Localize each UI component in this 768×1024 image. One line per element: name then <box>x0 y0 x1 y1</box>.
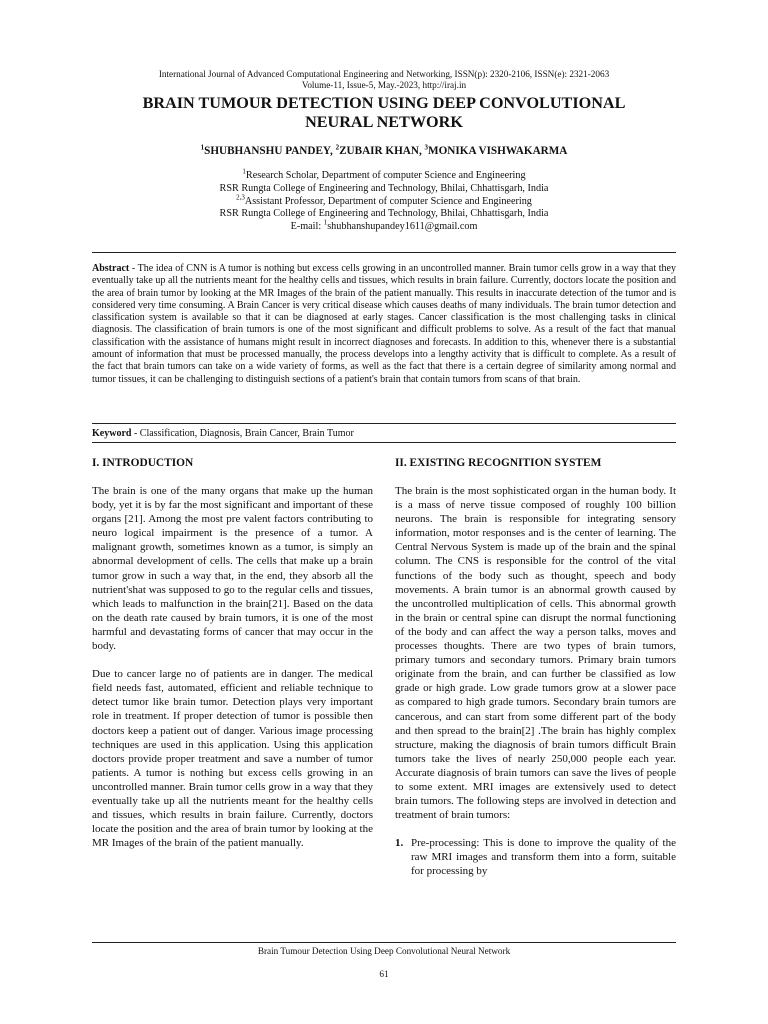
keyword-label: Keyword <box>92 428 132 439</box>
affiliation-line <box>0 193 768 209</box>
author <box>201 145 336 157</box>
running-footer: Brain Tumour Detection Using Deep Convolutional Neural Network <box>257 946 511 956</box>
keywords <box>92 428 676 440</box>
author-sup: 3 <box>424 143 429 152</box>
keyword-bottom-rule <box>92 442 676 443</box>
section-heading-introduction: I. INTRODUCTION <box>92 457 194 469</box>
email-sup: 1 <box>323 218 328 227</box>
author <box>425 145 568 157</box>
paragraph: Due to cancer large no of patients are in danger. The medical field needs fast, automated, efficient and reliable technique to detect tumor like brain tumor. Detection plays very important role in treatment. If proper detection of tumor is possible then doctors keep a patient out of danger. Various image processing techniques are used in this application. Using this application doctors provide proper treatment and save a number of tumor patients. A tumor is nothing but excess cells growing in an uncontrolled manner. Brain tumor cells grow in a way that they eventually take up all the nutrients meant for the healthy cells and tissues, which results in brain failure. Currently, doctors locate the position and the area of brain tumor by looking at the MR Images of the brain of the patient manually. <box>92 668 373 850</box>
author-name: SHUBHANSHU PANDEY, <box>204 145 336 157</box>
title-line-2: NEURAL NETWORK <box>305 113 463 131</box>
author-name: ZUBAIR KHAN, <box>339 145 425 157</box>
keyword-text: - Classification, Diagnosis, Brain Cancer, Brain Tumor <box>131 428 354 439</box>
abstract <box>92 263 676 386</box>
abstract-top-rule <box>92 252 676 253</box>
author-list <box>0 145 768 157</box>
paragraph: The brain is the most sophisticated organ in the human body. It is a mass of nerve tissue composed of roughly 100 billion neurons. The brain is responsible for integrating sensory information, motor responses and is the center of learning. The Central Nervous System is made up of the brain and the spinal column. The CNS is responsible for the control of the vital functions of the body such as thought, speech and body movements. A brain tumor is an abnormal growth caused by the uncontrolled multiplication of cells. This abnormal growth in the brain or central spine can disrupt the normal functioning of the body and can affect the way a person talks, moves and processes thoughts. There are two types of brain tumors, primary tumors and secondary tumors. Primary brain tumors originate from the brain, and can further be classified as low grade or high grade. Low grade tumors grow at a slower pace as compared to high grade tumors. Secondary brain tumors are cancerous, and can start from some different part of the body and then spread to the brain[2] .The brain has highly complex structure, making the diagnosis of brain tumors difficult Brain tumors take the lives of nearly 250,000 people each year. Accurate diagnosis of brain tumors can save the lives of people to some extent. MRI images are extensively used to detect brain tumors. The following steps are involved in detection and treatment of brain tumors: <box>395 485 676 822</box>
affiliation-line <box>0 167 768 183</box>
email-label: E-mail: <box>290 221 324 233</box>
author-sup: 1 <box>200 143 205 152</box>
affiliation-line <box>0 183 768 196</box>
email-address[interactable]: shubhanshupandey1611@gmail.com <box>327 221 478 233</box>
affiliation-sup: 1 <box>242 167 246 176</box>
abstract-text: - The idea of CNN is A tumor is nothing but excess cells growing in an uncontrolled manner. Brain tumor cells grow in a way that they eventually take up all the nutrients meant for the healthy cells and tissues, which results in brain failure. Currently, doctors locate the position and the area of brain tumor by looking at the MR Images of the brain of the patient manually. This results in inaccurate detection of the tumor and is considered very time consuming. A Brain Cancer is very critical disease which causes deaths of many individuals. The brain tumor detection and classification system is available so that it can be diagnosed at early stages. Cancer classification is the most challenging tasks in clinical diagnosis. The classification of brain tumors is one of the most significant and difficult problems to solve. As a result of the fact that manual classification with the assistance of humans might result in incorrect diagnoses and forecasts. In addition to this, whenever there is a substantial amount of information that must be processed manually, the process develops into a lengthy activity that is difficult to complete. As a result of the fact that brain tumors can take on a wide variety of forms, as well as the fact that there is a certain degree of similarity among normal and tumor tissues, it can be challenging to distinguish sections of a patient's brain that contain tumors from scans of that brain. <box>92 263 676 385</box>
author-sup: 2 <box>335 143 340 152</box>
abstract-label: Abstract <box>92 263 130 274</box>
keyword-top-rule <box>92 423 676 424</box>
left-column <box>92 456 373 864</box>
steps-list <box>395 836 676 878</box>
journal-line-1: International Journal of Advanced Computational Engineering and Networking, ISSN(p): 2320-2106, ISSN(e): 2321-2063 <box>158 69 610 79</box>
affiliation-text: Assistant Professor, Department of computer Science and Engineering <box>244 195 532 207</box>
author <box>336 145 425 157</box>
journal-line-2: Volume-11, Issue-5, May.-2023, http://iraj.in <box>301 80 467 90</box>
affiliation-text: RSR Rungta College of Engineering and Technology, Bhilai, Chhattisgarh, India <box>219 208 549 220</box>
affiliations <box>0 167 768 234</box>
title-line-1: BRAIN TUMOUR DETECTION USING DEEP CONVOLUTIONAL <box>142 94 626 112</box>
author-name: MONIKA VISHWAKARMA <box>428 145 568 157</box>
paragraph: The brain is one of the many organs that make up the human body, yet it is by far the most significant and important of these organs [21]. Among the most pre valent factors contributing to neuro logical impairment is the presence of a tumor. A malignant growth, sometimes known as a tumor, is simply an abnormal development of cells. The cells that make up a brain tumor grow in such a way that, in the end, they absorb all the nutrient'shat was supposed to go to the regular cells and tissues, which leads to malfunction in the brain[21]. Based on the data on the death rate caused by brain tumors, it is one of the most harmful and devastating forms of cancer that may occur in the body. <box>92 485 373 653</box>
affiliation-sup: 2,3 <box>236 193 245 202</box>
affiliation-text: RSR Rungta College of Engineering and Technology, Bhilai, Chhattisgarh, India <box>219 182 549 194</box>
footer-rule <box>92 942 676 943</box>
journal-header <box>0 69 768 91</box>
list-item-number: 1. <box>395 837 404 850</box>
right-column <box>395 456 676 879</box>
list-item <box>395 836 676 878</box>
paper-title <box>40 94 728 132</box>
email-line <box>0 218 768 234</box>
affiliation-line <box>0 208 768 221</box>
affiliation-text: Research Scholar, Department of computer Science and Engineering <box>245 170 526 181</box>
section-heading-existing-system: II. EXISTING RECOGNITION SYSTEM <box>395 457 602 469</box>
page-number: 61 <box>379 969 389 979</box>
list-item-text: Pre-processing: This is done to improve the quality of the raw MRI images and transform them into a form, suitable for processing by <box>411 837 676 878</box>
